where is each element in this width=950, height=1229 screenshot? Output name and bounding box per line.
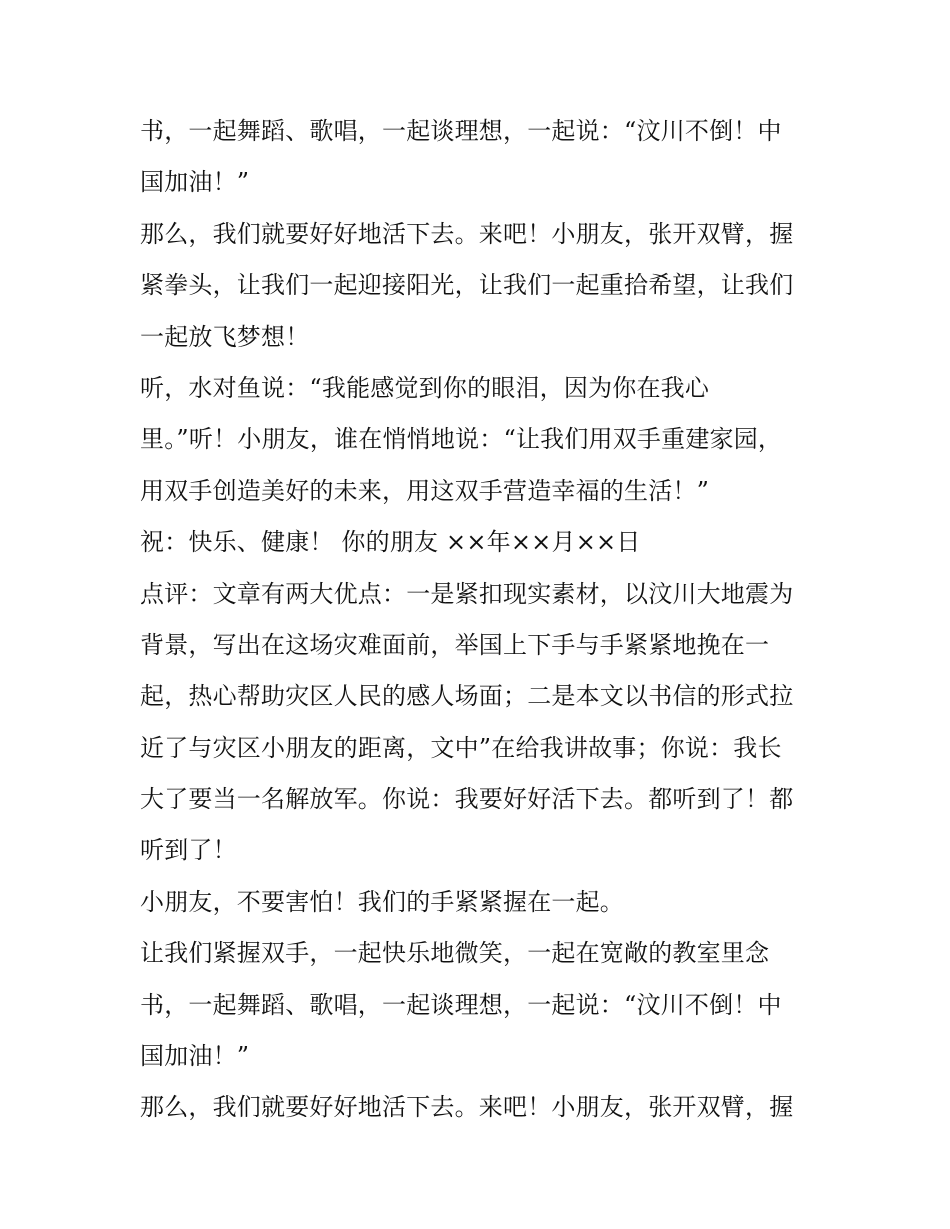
- text-line: 那么，我们就要好好地活下去。来吧！小朋友，张开双臂，握: [140, 1093, 794, 1122]
- text-line: 紧拳头，让我们一起迎接阳光，让我们一起重拾希望，让我们: [140, 271, 794, 300]
- text-line: 让我们紧握双手，一起快乐地微笑，一起在宽敞的教室里念: [140, 939, 770, 968]
- text-line: 里。”听！小朋友，谁在悄悄地说：“让我们用双手重建家园，: [140, 425, 783, 454]
- document-body: [140, 106, 820, 1134]
- text-line: 国加油！”: [140, 168, 250, 197]
- text-line: 起，热心帮助灾区人民的感人场面；二是本文以书信的形式拉: [140, 682, 794, 711]
- text-line: 近了与灾区小朋友的距离，文中”在给我讲故事；你说：我长: [140, 733, 782, 762]
- text-line: 背景，写出在这场灾难面前，举国上下手与手紧紧地挽在一: [140, 630, 770, 659]
- text-line: 祝：快乐、健康！ 你的朋友 ××年××月××日: [140, 528, 641, 557]
- text-line: 书，一起舞蹈、歌唱，一起谈理想，一起说：“汶川不倒！中: [140, 117, 782, 145]
- text-line: 听，水对鱼说：“我能感觉到你的眼泪，因为你在我心: [140, 373, 710, 402]
- text-line: 点评：文章有两大优点：一是紧扣现实素材，以汶川大地震为: [140, 579, 794, 608]
- text-line: 那么，我们就要好好地活下去。来吧！小朋友，张开双臂，握: [140, 219, 794, 248]
- text-line: 一起放飞梦想！: [140, 322, 310, 351]
- text-line: 用双手创造美好的未来，用这双手营造幸福的生活！”: [140, 476, 710, 505]
- text-line: 书，一起舞蹈、歌唱，一起谈理想，一起说：“汶川不倒！中: [140, 990, 782, 1019]
- text-line: 国加油！”: [140, 1042, 250, 1071]
- text-line: 小朋友，不要害怕！我们的手紧紧握在一起。: [140, 887, 624, 916]
- text-line: 大了要当一名解放军。你说：我要好好活下去。都听到了！都: [140, 785, 794, 814]
- text-line: 听到了！: [140, 836, 237, 865]
